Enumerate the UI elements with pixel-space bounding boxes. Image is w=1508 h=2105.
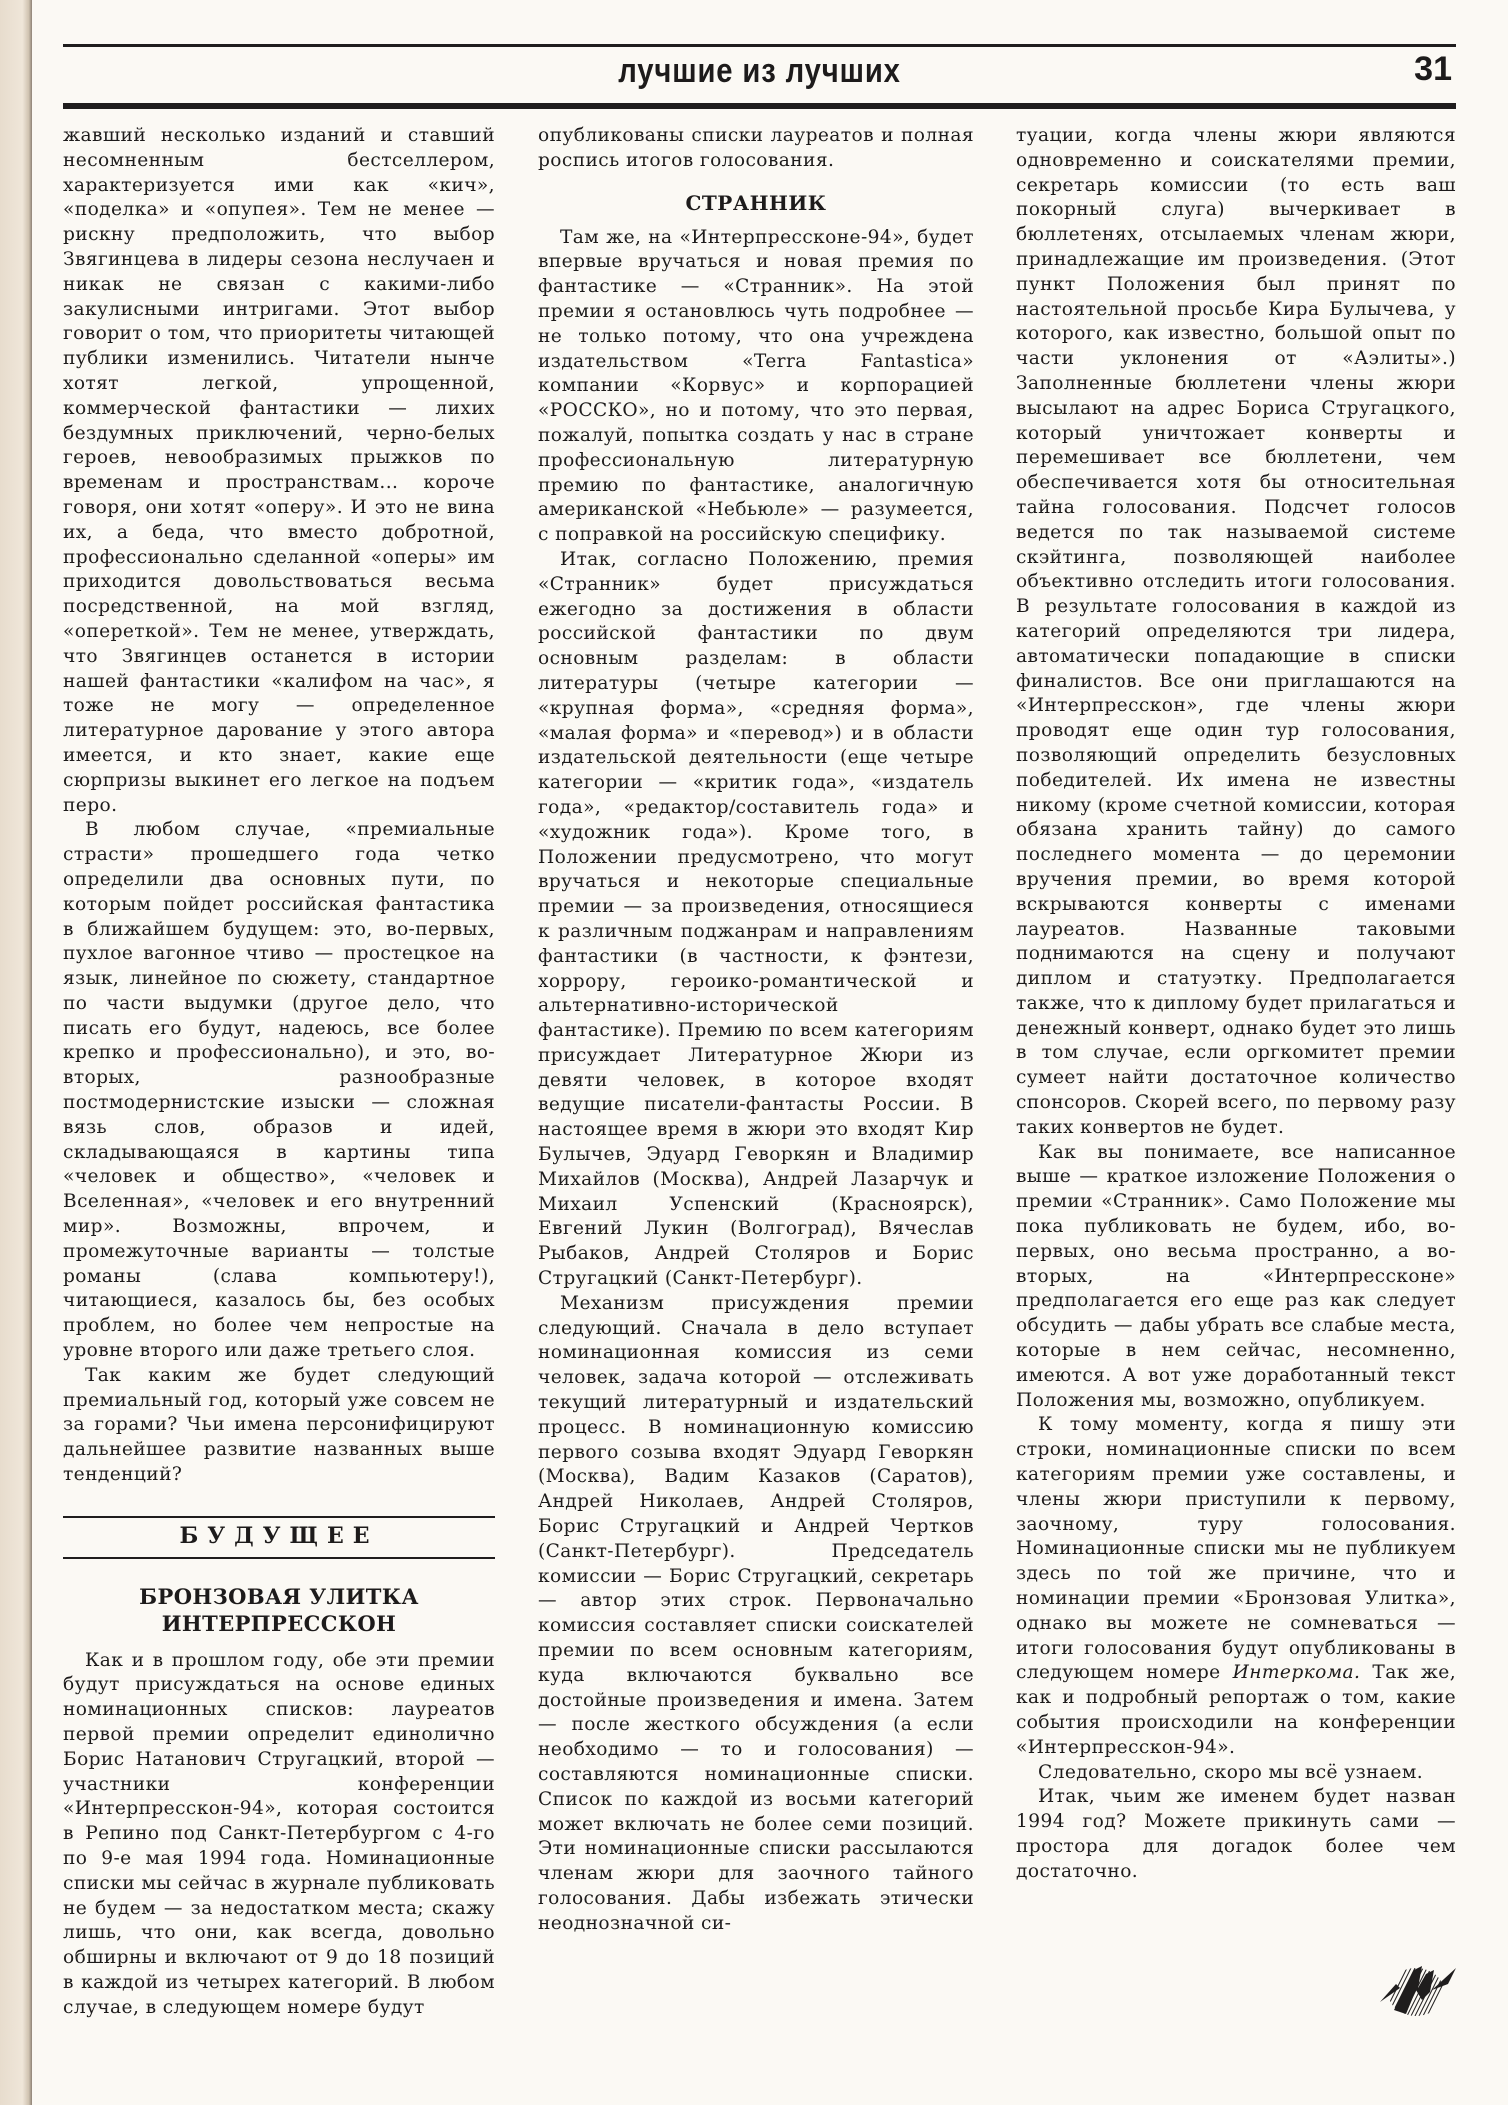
column-2	[538, 124, 974, 1937]
subheading-line: БРОНЗОВАЯ УЛИТКА	[139, 1583, 419, 1609]
header-rule-top	[63, 44, 1456, 47]
page-header	[63, 44, 1456, 108]
page-binding-gutter	[0, 0, 32, 2105]
column-3	[1016, 124, 1456, 1885]
article-subheading	[63, 1583, 495, 1637]
paragraph: Как и в прошлом году, обе эти премии будут присуждаться на основе единых номинационных списков: лауреатов первой премии определит единолично Борис Натанович Стругацкий, второй — участники конференции «Интерпресскон-94», которая состоится в Репино под Санкт-Петербургом с 4-го по 9-е мая 1994 года. Номинационные списки мы сейчас в журнале публиковать не будем — за недостатком места; скажу лишь, что они, как всегда, довольно обширны и включают от 9 до 18 позиций в каждой из четырех категорий. В любом случае, в следующем номере будут	[63, 1649, 495, 2018]
text-run: Так же, как и подробный репортаж о том, какие события происходили на конференции «Интерпресскон-94».	[1016, 1662, 1456, 1758]
section-title: лучшие из лучших	[618, 52, 901, 90]
column-1	[63, 124, 495, 2021]
paragraph: Механизм присуждения премии следующий. Сначала в дело вступает номинационная комиссия из семи человек, задача которой — отслеживать текущий литературный и издательский процесс. В номинационную комиссию первого созыва входят Эдуард Геворкян (Москва), Вадим Казаков (Саратов), Андрей Николаев, Андрей Столяров, Борис Стругацкий и Андрей Чертков (Санкт-Петербург). Председатель комиссии — Борис Стругацкий, секретарь — автор этих строк. Первоначально комиссия составляет списки соискателей премии по всем основным категориям, куда включаются буквально все достойные произведения и имена. Затем — после жесткого обсуждения (а если необходимо — то и голосования) — составляются номинационные списки. Список по каждой из восьми категорий может включать не более семи позиций. Эти номинационные списки рассылаются членам жюри для заочного тайного голосования. Дабы избежать этически неоднозначной си-	[538, 1292, 974, 1934]
paragraph: Там же, на «Интерпрессконе-94», будет впервые вручаться и новая премия по фантастике — «Странник». На этой премии я остановлюсь чуть подробнее — не только потому, что она учреждена издательством «Terra Fantastica» компании «Корвус» и корпорацией «РОССКО», но и потому, что это первая, пожалуй, попытка создать у нас в стране профессиональную литературную премию по фантастике, аналогичную американской «Небьюле» — разумеется, с поправкой на российскую специфику.	[538, 226, 974, 546]
paragraph: Итак, чьим же именем будет назван 1994 год? Можете прикинуть сами — простора для догадок более чем достаточно.	[1016, 1786, 1456, 1882]
paragraph: Так каким же будет следующий премиальный год, который уже совсем не за горами? Чьи имена персонифицируют дальнейшее развитие названных выше тенденций?	[63, 1364, 495, 1486]
header-rule-bottom	[63, 103, 1456, 109]
article-subheading: СТРАННИК	[685, 190, 827, 215]
paragraph: В любом случае, «премиальные страсти» прошедшего года четко определили два основных пути, по которым пойдет российская фантастика в ближайшем будущем: это, во-первых, пухлое вагонное чтиво — простецкое на язык, линейное по сюжету, стандартное по части выдумки (другое дело, что писать его будут, надеюсь, все более крепко и профессионально), и это, во-вторых, разнообразные постмодернистские изыски — сложная вязь слов, образов и идей, складывающаяся в картины типа «человек и общество», «человек и Вселенная», «человек и его внутренний мир». Возможны, впрочем, и промежуточные варианты — толстые романы (слава компьютеру!), читающиеся, казалось бы, без особых проблем, но более чем непростые на уровне второго или даже третьего слоя.	[63, 819, 495, 1362]
publisher-logo-icon	[1378, 1962, 1460, 2018]
paragraph: опубликованы списки лауреатов и полная роспись итогов голосования.	[538, 125, 974, 171]
paragraph	[1016, 1413, 1456, 1760]
rubric-heading: БУДУЩЕЕ	[63, 1516, 495, 1559]
paragraph: Итак, согласно Положению, премия «Странник» будет присуждаться ежегодно за достижения в области российской фантастики по двум основным разделам: в области литературы (четыре категории — «крупная форма», «средняя форма», «малая форма» и «перевод») и в области издательской деятельности (еще четыре категории — «критик года», «издатель года», «редактор/составитель года» и «художник года»). Кроме того, в Положении предусмотрено, что могут вручаться и некоторые специальные премии — за произведения, относящиеся к различным поджанрам и направлениям фантастики (в частности, к фэнтези, хоррору, героико-романтической и альтернативно-исторической фантастике). Премию по всем категориям присуждает Литературное Жюри из девяти человек, в которое входят ведущие писатели-фантасты России. В настоящее время в жюри это входят Кир Булычев, Эдуард Геворкян и Владимир Михайлов (Москва), Андрей Лазарчук и Михаил Успенский (Красноярск), Евгений Лукин (Волгоград), Вячеслав Рыбаков, Андрей Столяров и Борис Стругацкий (Санкт-Петербург).	[538, 548, 974, 1290]
magazine-title: Интеркома.	[1232, 1662, 1361, 1684]
paragraph: жавший несколько изданий и ставший несомненным бестселлером, характеризуется ими как «кич», «поделка» и «опупея». Тем не менее — рискну предположить, что выбор Звягинцева в лидеры сезона неслучаен и никак не связан с какими-либо закулисными интригами. Этот выбор говорит о том, что приоритеты читающей публики изменились. Читатели нынче хотят легкой, упрощенной, коммерческой фантастики — лихих бездумных приключений, черно-белых героев, невообразимых прыжков по временам и пространствам... короче говоря, они хотят «оперу». И это не вина их, а беда, что вместо добротной, профессионально сделанной «оперы» им приходится довольствоваться весьма посредственной, на мой взгляд, «опереткой». Тем не менее, утверждать, что Звягинцев останется в истории нашей фантастики «калифом на час», я тоже не могу — определенное литературное дарование у этого автора имеется, и кто знает, какие еще сюрпризы выкинет его легкое на подъем перо.	[63, 125, 495, 816]
paragraph: Как вы понимаете, все написанное выше — краткое изложение Положения о премии «Странник». Само Положение мы пока публиковать не будем, ибо, во-первых, оно весьма пространно, а во-вторых, на «Интерпрессконе» предполагается его еще раз как следует обсудить — дабы убрать все слабые места, которые в нем сейчас, несомненно, имеются. А вот уже доработанный текст Положения мы, возможно, опубликуем.	[1016, 1141, 1456, 1411]
subheading-line: ИНТЕРПРЕССКОН	[161, 1610, 397, 1636]
text-run: К тому моменту, когда я пишу эти строки, номинационные списки по всем категориям премии уже составлены, и члены жюри приступили к первому, заочному, туру голосования. Номинационные списки мы не публикуем здесь по той же причине, что и номинации премии «Бронзовая Улитка», однако вы можете не сомневаться — итоги голосования будут опубликованы в следующем номере	[1016, 1414, 1456, 1684]
paragraph: Следовательно, скоро мы всё узнаем.	[1038, 1761, 1424, 1783]
page-number: 31	[1414, 50, 1452, 88]
paragraph: туации, когда члены жюри являются одновременно и соискателями премии, секретарь комиссии (то есть ваш покорный слуга) вычеркивает в бюллетенях, отсылаемых членам жюри, принадлежащие им произведения. (Этот пункт Положения был принят по настоятельной просьбе Кира Булычева, у которого, как известно, большой опыт по части уклонения от «Аэлиты».) Заполненные бюллетени члены жюри высылают на адрес Бориса Стругацкого, который уничтожает конверты и перемешивает все бюллетени, чем обеспечивается хотя бы относительная тайна голосования. Подсчет голосов ведется по так называемой системе скэйтинга, позволяющей наиболее объективно отследить итоги голосования. В результате голосования в каждой из категорий определяются три лидера, автоматически попадающие в списки финалистов. Все они приглашаются на «Интерпресскон», где члены жюри проводят еще один тур голосования, позволяющий определить безусловных победителей. Их имена не известны никому (кроме счетной комиссии, которая обязана хранить тайну) до самого последнего момента — до церемонии вручения премии, во время которой вскрываются конверты с именами лауреатов. Названные таковыми поднимаются на сцену и получают диплом и статуэтку. Предполагается также, что к диплому будет прилагаться и денежный конверт, однако будет это лишь в том случае, если оргкомитет премии сумеет найти достаточное количество спонсоров. Скорей всего, по первому разу таких конвертов не будет.	[1016, 125, 1456, 1138]
